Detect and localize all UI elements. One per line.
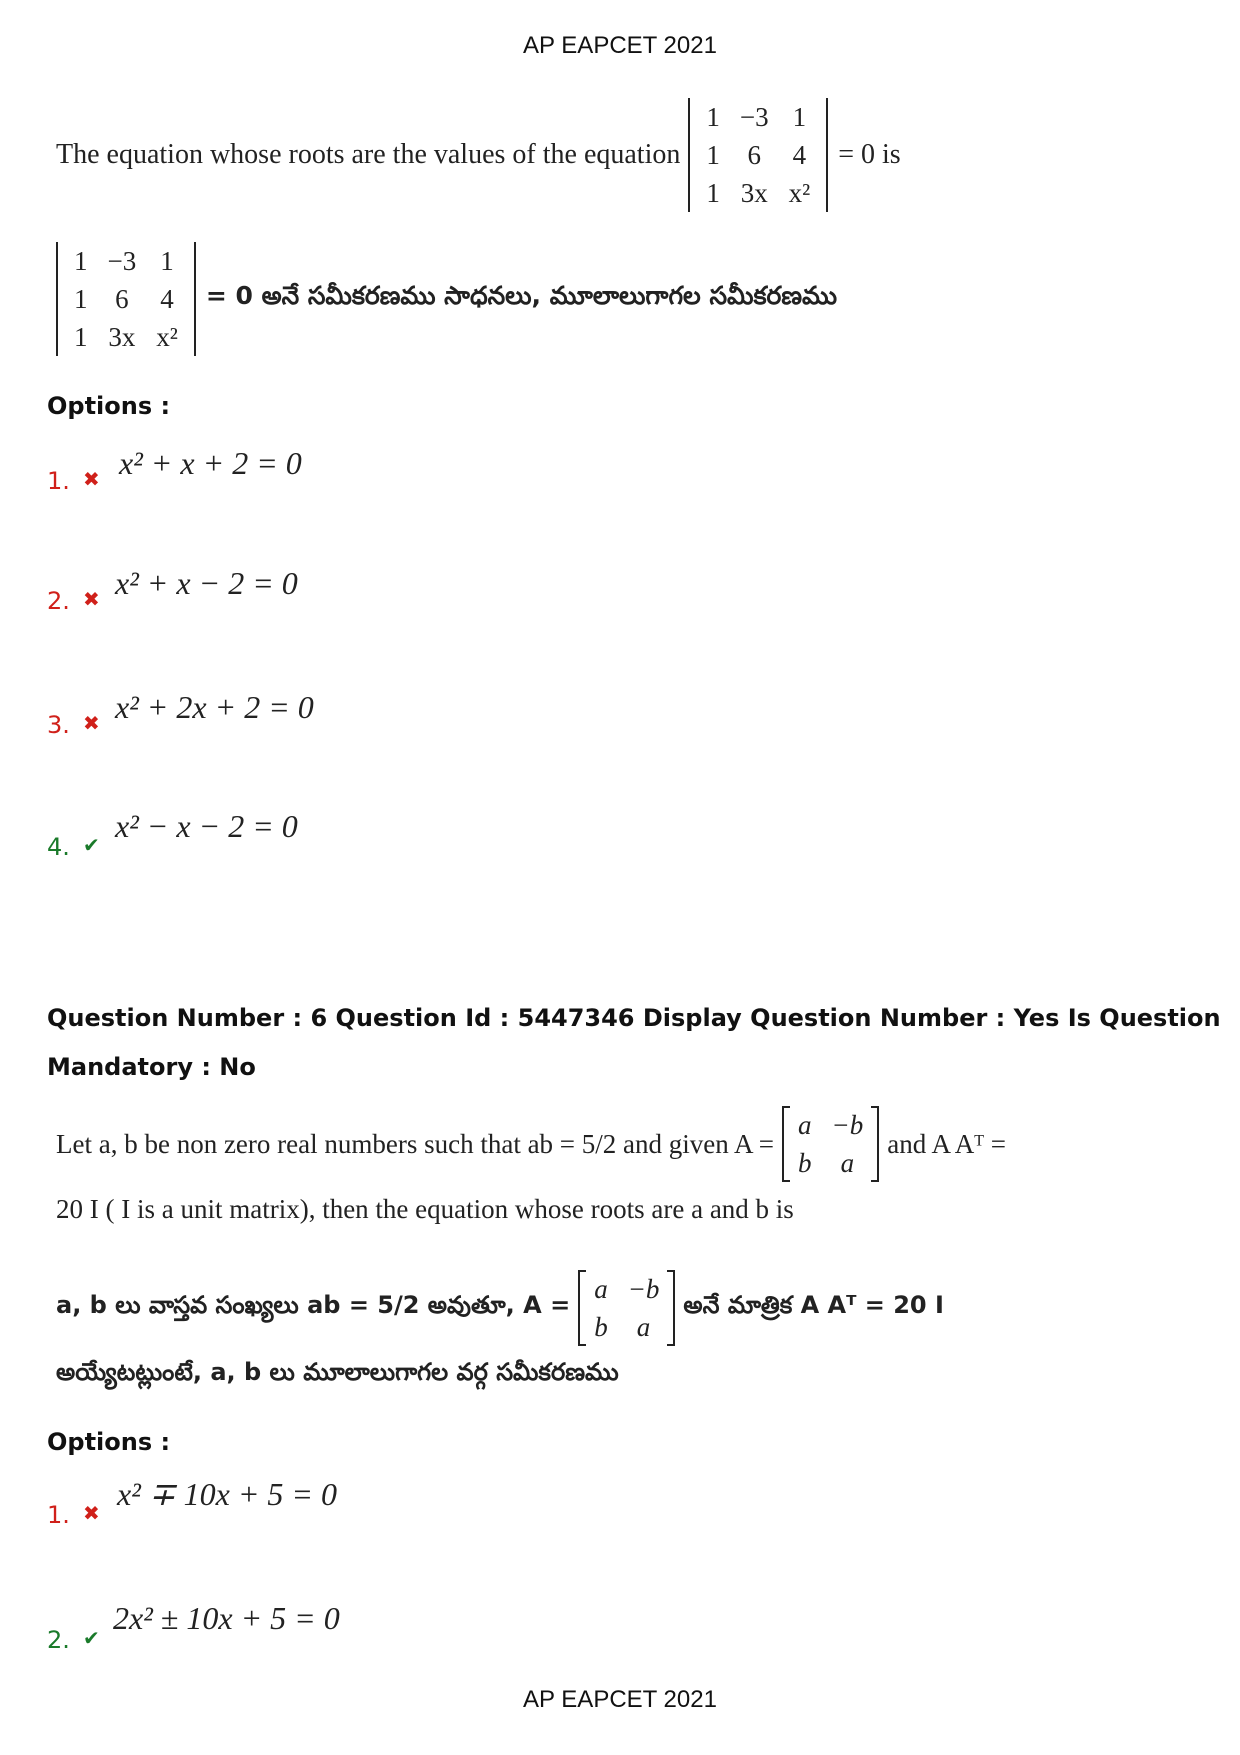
cross-icon: ✖ [83,467,100,491]
q6-english-line-1 [56,1100,1006,1188]
option-number: 1. [47,467,70,495]
q5-telugu-statement [56,244,837,354]
option-number: 2. [47,1626,70,1654]
q6-option-1 [47,1475,647,1535]
matrix-cell: b [798,1148,812,1178]
q6-telugu-line-1 [56,1264,944,1352]
option-equation: x² + x − 2 = 0 [115,565,298,601]
det-cell: 6 [747,140,761,170]
det-cell: x² [156,322,178,352]
q6-meta-line-1: Question Number : 6 Question Id : 5447346 Display Question Number : Yes Is Question [47,1004,1221,1032]
det-cell: x² [788,178,811,208]
q6-english-line-2: 20 I ( I is a unit matrix), then the equation whose roots are a and b is [56,1194,794,1224]
matrix-cell: −b [831,1110,864,1140]
matrix-cell: a [636,1312,651,1342]
option-equation: x² + x + 2 = 0 [119,445,302,481]
q5-determinant-en [688,98,828,212]
option-number: 4. [47,833,70,861]
check-icon: ✔ [83,1626,100,1650]
q6-english-text-b: and A Aᵀ = [887,1128,1007,1159]
q5-determinant-te [56,242,196,356]
det-cell: 1 [706,102,720,132]
det-cell: 3x [108,322,136,352]
det-cell: −3 [739,102,769,132]
cross-icon: ✖ [83,711,100,735]
option-equation: x² + 2x + 2 = 0 [115,689,314,725]
q5-option-4 [47,808,647,868]
q5-english-statement [56,100,901,210]
page-footer: AP EAPCET 2021 [523,1686,717,1713]
matrix-cell: −b [627,1274,660,1304]
q6-meta-line-2: Mandatory : No [47,1053,256,1081]
page-header: AP EAPCET 2021 [523,32,717,59]
q6-telugu-line-2: అయ్యేటట్లుంటే, a, b లు మూలాలుగాగల వర్గ సమీకరణము [56,1358,619,1386]
cross-icon: ✖ [83,1501,100,1525]
q6-options-label: Options : [47,1428,171,1456]
det-cell: 1 [792,102,807,132]
matrix-cell: a [594,1274,608,1304]
option-number: 3. [47,711,70,739]
option-number: 1. [47,1501,70,1529]
det-cell: 6 [115,284,129,314]
q5-english-text: The equation whose roots are the values of the equation [56,139,681,170]
option-equation: 2x² ± 10x + 5 = 0 [113,1600,340,1636]
option-equation: x² ∓ 10x + 5 = 0 [117,1476,337,1512]
cross-icon: ✖ [83,587,100,611]
det-cell: 1 [160,246,174,276]
q5-english-suffix: = 0 is [838,139,901,170]
det-cell: 3x [740,178,768,208]
det-cell: 1 [74,284,88,314]
option-equation: x² − x − 2 = 0 [115,808,298,844]
q5-option-1 [47,445,647,505]
det-cell: 4 [792,140,807,170]
det-cell: 1 [706,140,720,170]
q6-option-2 [47,1600,647,1660]
matrix-cell: a [840,1148,855,1178]
check-icon: ✔ [83,833,100,857]
det-cell: 1 [706,178,720,208]
option-number: 2. [47,587,70,615]
q6-matrix-te [578,1270,675,1346]
q6-english-text-a: Let a, b be non zero real numbers such that ab = 5/2 and given A = [56,1128,775,1159]
q5-telugu-text: = 0 అనే సమీకరణము సాధనలు, మూలాలుగాగల సమీకరణము [205,281,838,310]
det-cell: 1 [74,246,88,276]
q5-option-2 [47,565,647,625]
q6-telugu-text-b: అనే మాత్రిక A Aᵀ = 20 I [683,1291,944,1319]
q6-matrix-en [782,1106,879,1182]
q5-option-3 [47,689,647,749]
q5-options-label: Options : [47,392,171,420]
det-cell: 4 [160,284,174,314]
matrix-cell: b [594,1312,608,1342]
q6-telugu-text-a: a, b లు వాస్తవ సంఖ్యలు ab = 5/2 అవుతూ, A = [56,1291,571,1319]
det-cell: 1 [74,322,88,352]
matrix-cell: a [798,1110,812,1140]
det-cell: −3 [107,246,137,276]
